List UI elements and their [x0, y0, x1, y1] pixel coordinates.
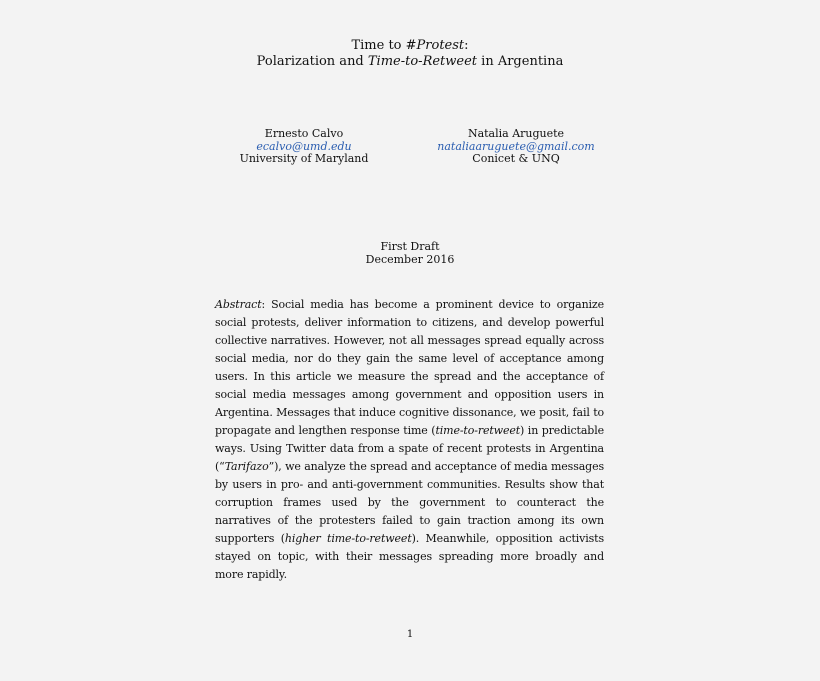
- draft-status: First Draft: [380, 240, 440, 253]
- author-affiliation: University of Maryland: [239, 152, 369, 165]
- draft-info: [0, 241, 820, 266]
- author-block-1: [224, 128, 384, 166]
- page-number: 1: [406, 629, 414, 640]
- draft-date: December 2016: [365, 252, 455, 266]
- author-block-2: [436, 128, 596, 166]
- author-email-link[interactable]: ecalvo@umd.edu: [256, 139, 352, 153]
- title-line-2-prefix: Polarization and: [256, 54, 368, 69]
- abstract: [215, 296, 604, 584]
- title-line-1-emphasis: #Protest: [405, 38, 465, 53]
- title-line-1-prefix: Time to: [351, 38, 406, 53]
- title-line-2-emphasis: Time-to-Retweet: [367, 54, 478, 69]
- author-name: Natalia Aruguete: [467, 127, 565, 140]
- title-line-2: [0, 54, 820, 70]
- abstract-text-3: ”), we analyze the spread and acceptance of media messages by users in pro- and anti-government communities. Results show that corruption frames used by the government to counteract the narratives of the protesters failed to gain traction among its own supporters (: [215, 460, 604, 545]
- author-affiliation: Conicet & UNQ: [472, 152, 560, 165]
- title-line-1-suffix: :: [464, 38, 469, 53]
- abstract-text-4: ). Meanwhile, opposition activists stayed on topic, with their messages spreading more broadly and more rapidly.: [215, 532, 604, 581]
- abstract-text-1: : Social media has become a prominent device to organize social protests, deliver information to citizens, and develop powerful collective narratives. However, not all messages spread equally across social media, nor do they gain the same level of acceptance among users. In this article we measure the spread and the acceptance of social media messages among government and opposition users in Argentina. Messages that induce cognitive dissonance, we posit, fail to propagate and lengthen response time (: [215, 298, 604, 437]
- abstract-text-2: ) in predictable ways. Using Twitter data from a spate of recent protests in Argentina (“: [215, 424, 605, 473]
- title-line-1: [0, 38, 820, 54]
- abstract-label: Abstract: [215, 298, 262, 311]
- abstract-emphasis-1: time-to-retweet: [435, 424, 521, 437]
- author-email-link[interactable]: nataliaaruguete@gmail.com: [437, 139, 595, 153]
- paper-title: [0, 38, 820, 70]
- title-line-2-suffix: in Argentina: [477, 54, 564, 69]
- abstract-emphasis-3: higher time-to-retweet: [284, 532, 412, 545]
- author-name: Ernesto Calvo: [264, 127, 344, 140]
- abstract-emphasis-2: Tarifazo: [224, 460, 269, 473]
